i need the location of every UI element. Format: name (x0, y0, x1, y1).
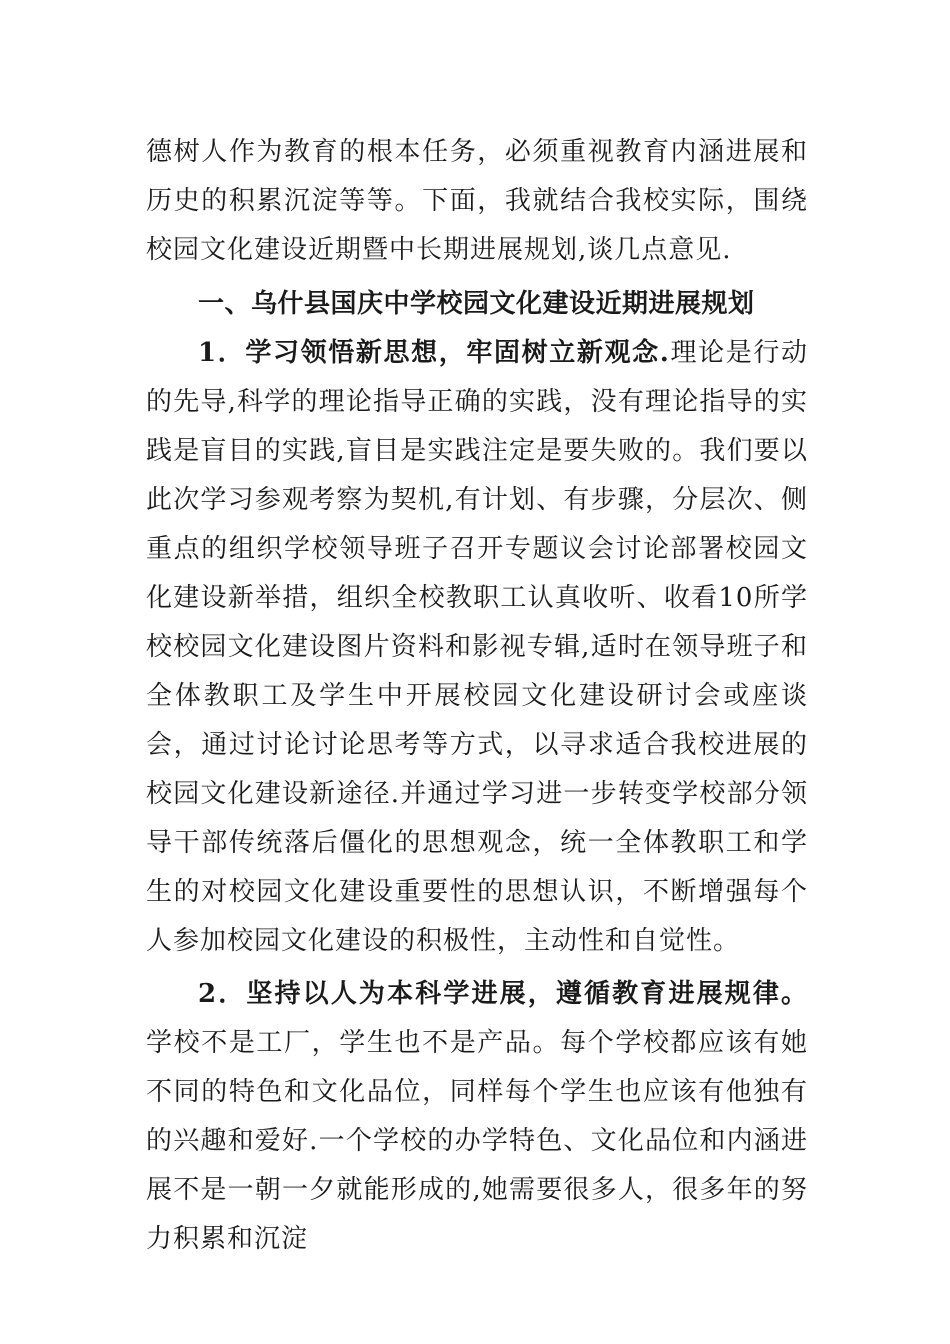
item-2-body: 学校不是工厂，学生也不是产品。每个学校都应该有她不同的特色和文化品位，同样每个学生也应该有他独有的兴趣和爱好.一个学校的办学特色、文化品位和内涵进展不是一朝一夕就能形成的,她需要很多人，很多年的努力积累和沉淀 (146, 1028, 808, 1254)
item-1-body: 理论是行动的先导,科学的理论指导正确的实践，没有理论指导的实践是盲目的实践,盲目是实践注定是要失败的。我们要以此次学习参观考察为契机,有计划、有步骤，分层次、侧重点的组织学校领导班子召开专题议会讨论部署校园文化建设新举措，组织全校教职工认真收听、收看10所学校校园文化建设图片资料和影视专辑,适时在领导班子和全体教职工及学生中开展校园文化建设研讨会或座谈会，通过讨论讨论思考等方式，以寻求适合我校进展的校园文化建设新途径.并通过学习进一步转变学校部分领导干部传统落后僵化的思想观念，统一全体教职工和学生的对校园文化建设重要性的思想认识，不断增强每个人参加校园文化建设的积极性，主动性和自觉性。 (146, 338, 808, 956)
document-page (146, 128, 808, 1264)
section-heading: 一、乌什县国庆中学校园文化建设近期进展规划 (198, 289, 755, 319)
item-2-title: 2．坚持以人为本科学进展，遵循教育进展规律。 (198, 979, 808, 1009)
intro-paragraph: 德树人作为教育的根本任务，必须重视教育内涵进展和历史的积累沉淀等等。下面，我就结合我校实际，围绕校园文化建设近期暨中长期进展规划,谈几点意见. (146, 137, 808, 265)
item-1-title: 1．学习领悟新思想，牢固树立新观念. (198, 338, 670, 368)
item-1-paragraph (146, 329, 808, 966)
item-2-paragraph (146, 970, 808, 1264)
